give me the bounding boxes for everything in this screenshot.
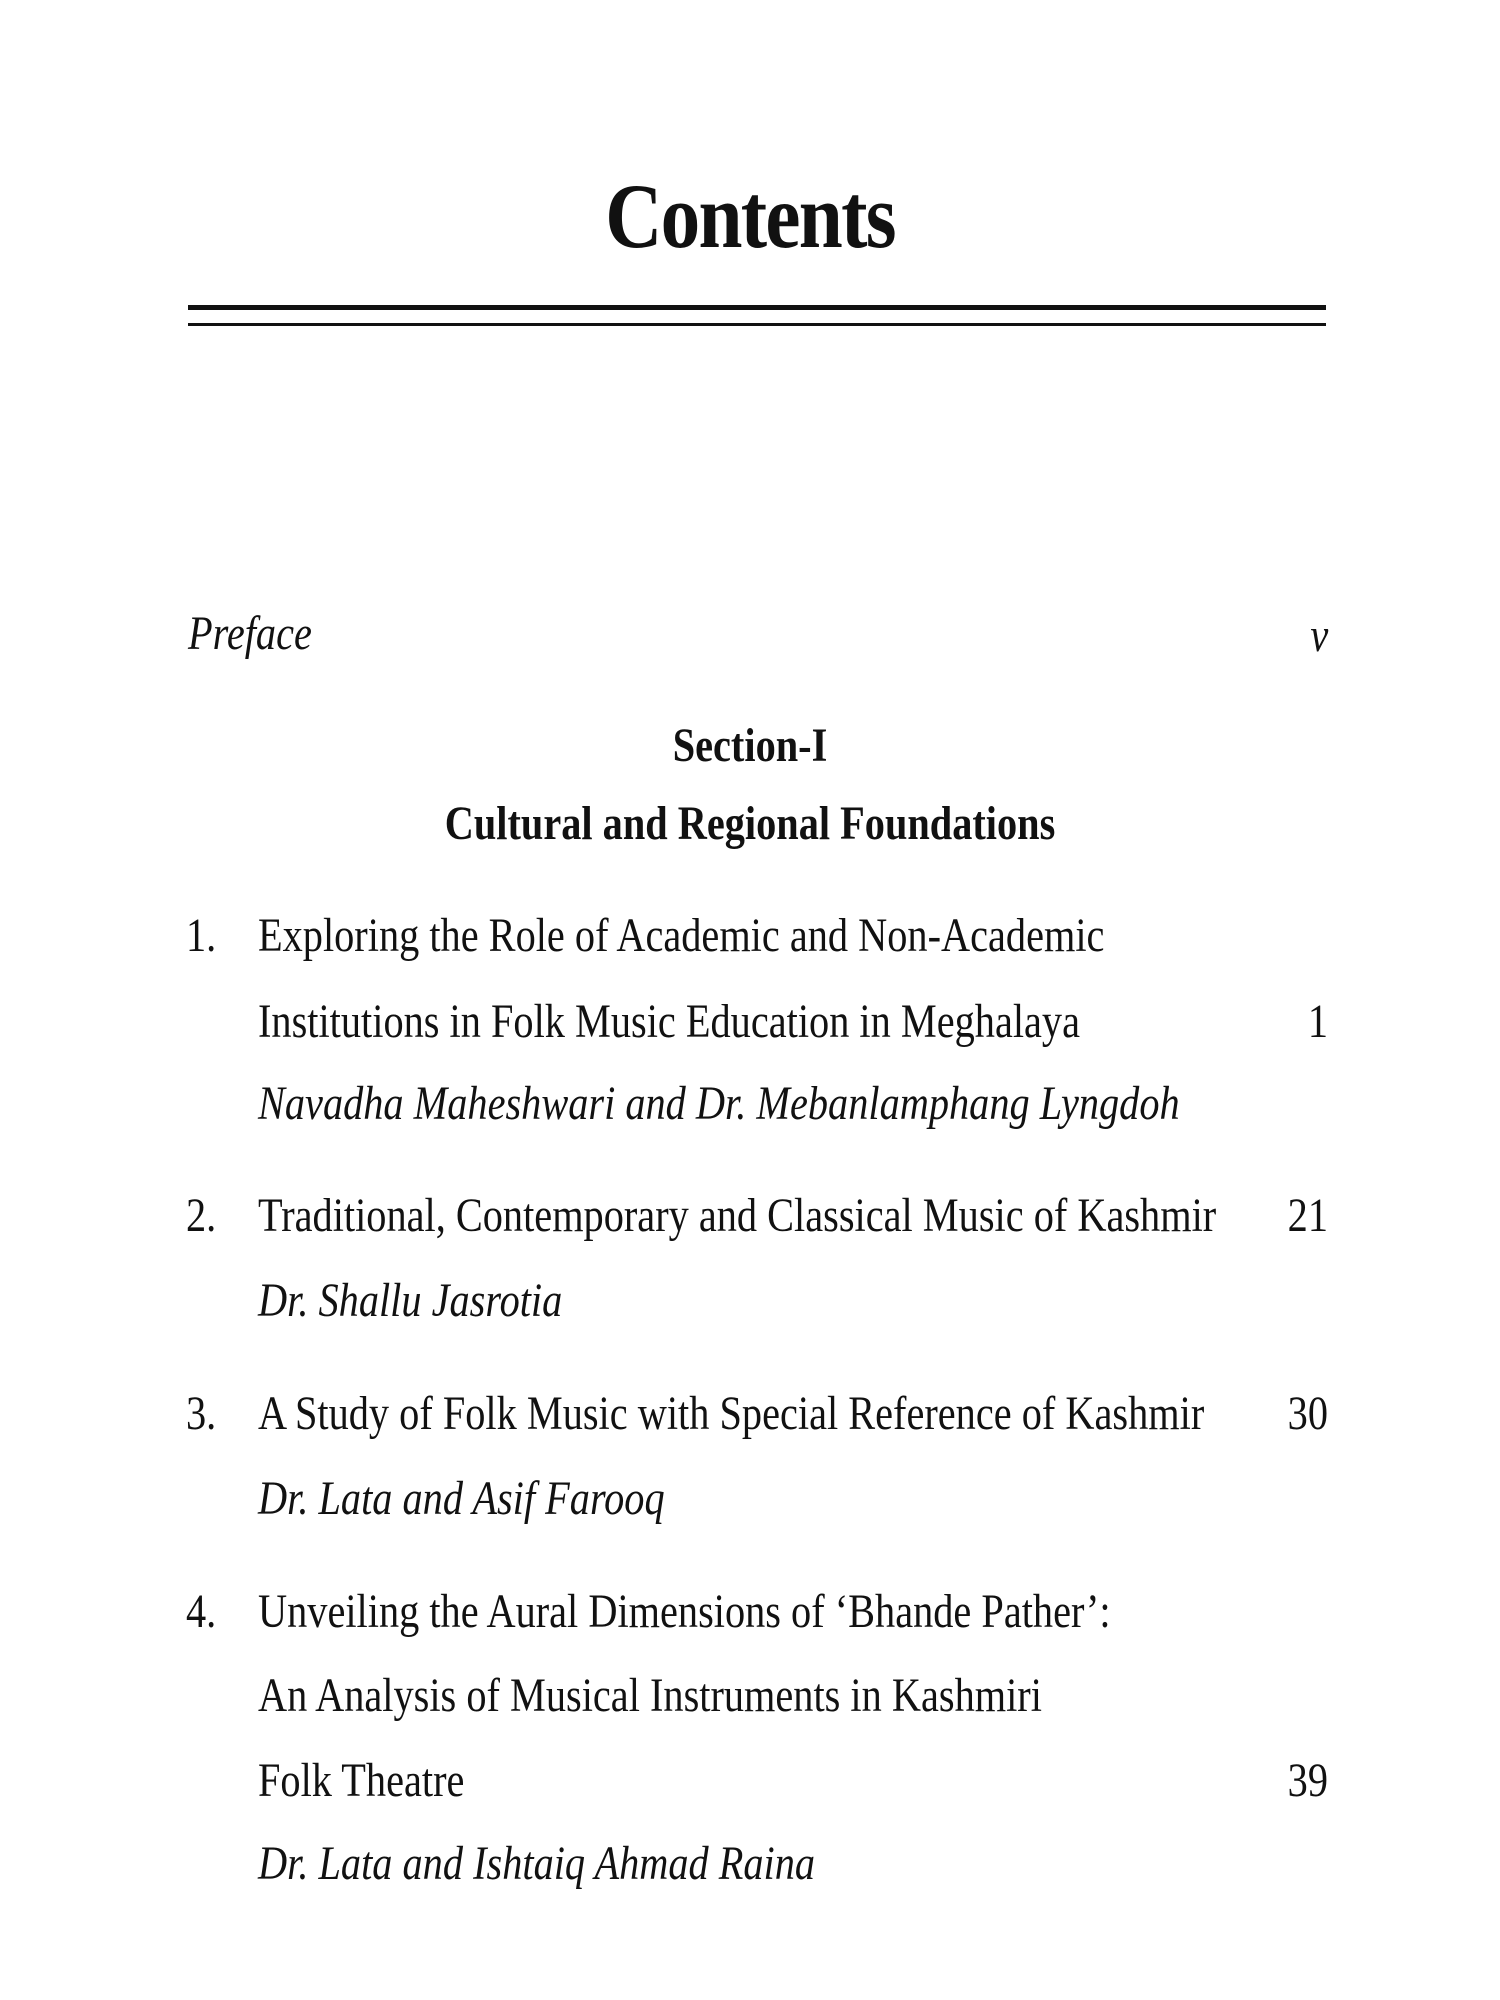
entry-page-number: 1 xyxy=(1307,995,1328,1048)
entry-authors: Dr. Lata and Asif Farooq xyxy=(258,1472,665,1525)
title-rule-thin xyxy=(188,323,1326,326)
entry-number: 3. xyxy=(186,1387,217,1440)
section-heading: Section-I xyxy=(672,719,828,772)
section-subheading: Cultural and Regional Foundations xyxy=(444,797,1056,850)
entry-title-line: Institutions in Folk Music Education in Meghalaya xyxy=(258,995,1080,1048)
entry-title-line: Folk Theatre xyxy=(258,1754,465,1807)
entry-authors: Navadha Maheshwari and Dr. Mebanlamphang Lyngdoh xyxy=(258,1077,1180,1130)
title-rule-thick xyxy=(188,305,1326,310)
entry-number: 1. xyxy=(186,909,217,962)
page-title: Contents xyxy=(605,165,895,267)
entry-title-line: A Study of Folk Music with Special Reference of Kashmir xyxy=(258,1387,1205,1440)
entry-title-line: An Analysis of Musical Instruments in Kashmiri xyxy=(258,1669,1042,1722)
entry-authors: Dr. Shallu Jasrotia xyxy=(258,1274,563,1327)
entry-page-number: 21 xyxy=(1287,1189,1328,1242)
entry-title-line: Unveiling the Aural Dimensions of ‘Bhande Pather’: xyxy=(258,1585,1111,1638)
entry-authors: Dr. Lata and Ishtaiq Ahmad Raina xyxy=(258,1837,816,1890)
entry-number: 2. xyxy=(186,1189,217,1242)
entry-page-number: 30 xyxy=(1287,1387,1328,1440)
entry-page-number: 39 xyxy=(1287,1754,1328,1807)
entry-title-line: Traditional, Contemporary and Classical Music of Kashmir xyxy=(258,1189,1217,1242)
entry-number: 4. xyxy=(186,1585,217,1638)
preface-page-number: v xyxy=(1310,609,1328,662)
entry-title-line: Exploring the Role of Academic and Non-Academic xyxy=(258,909,1105,962)
preface-label[interactable]: Preface xyxy=(188,607,312,660)
